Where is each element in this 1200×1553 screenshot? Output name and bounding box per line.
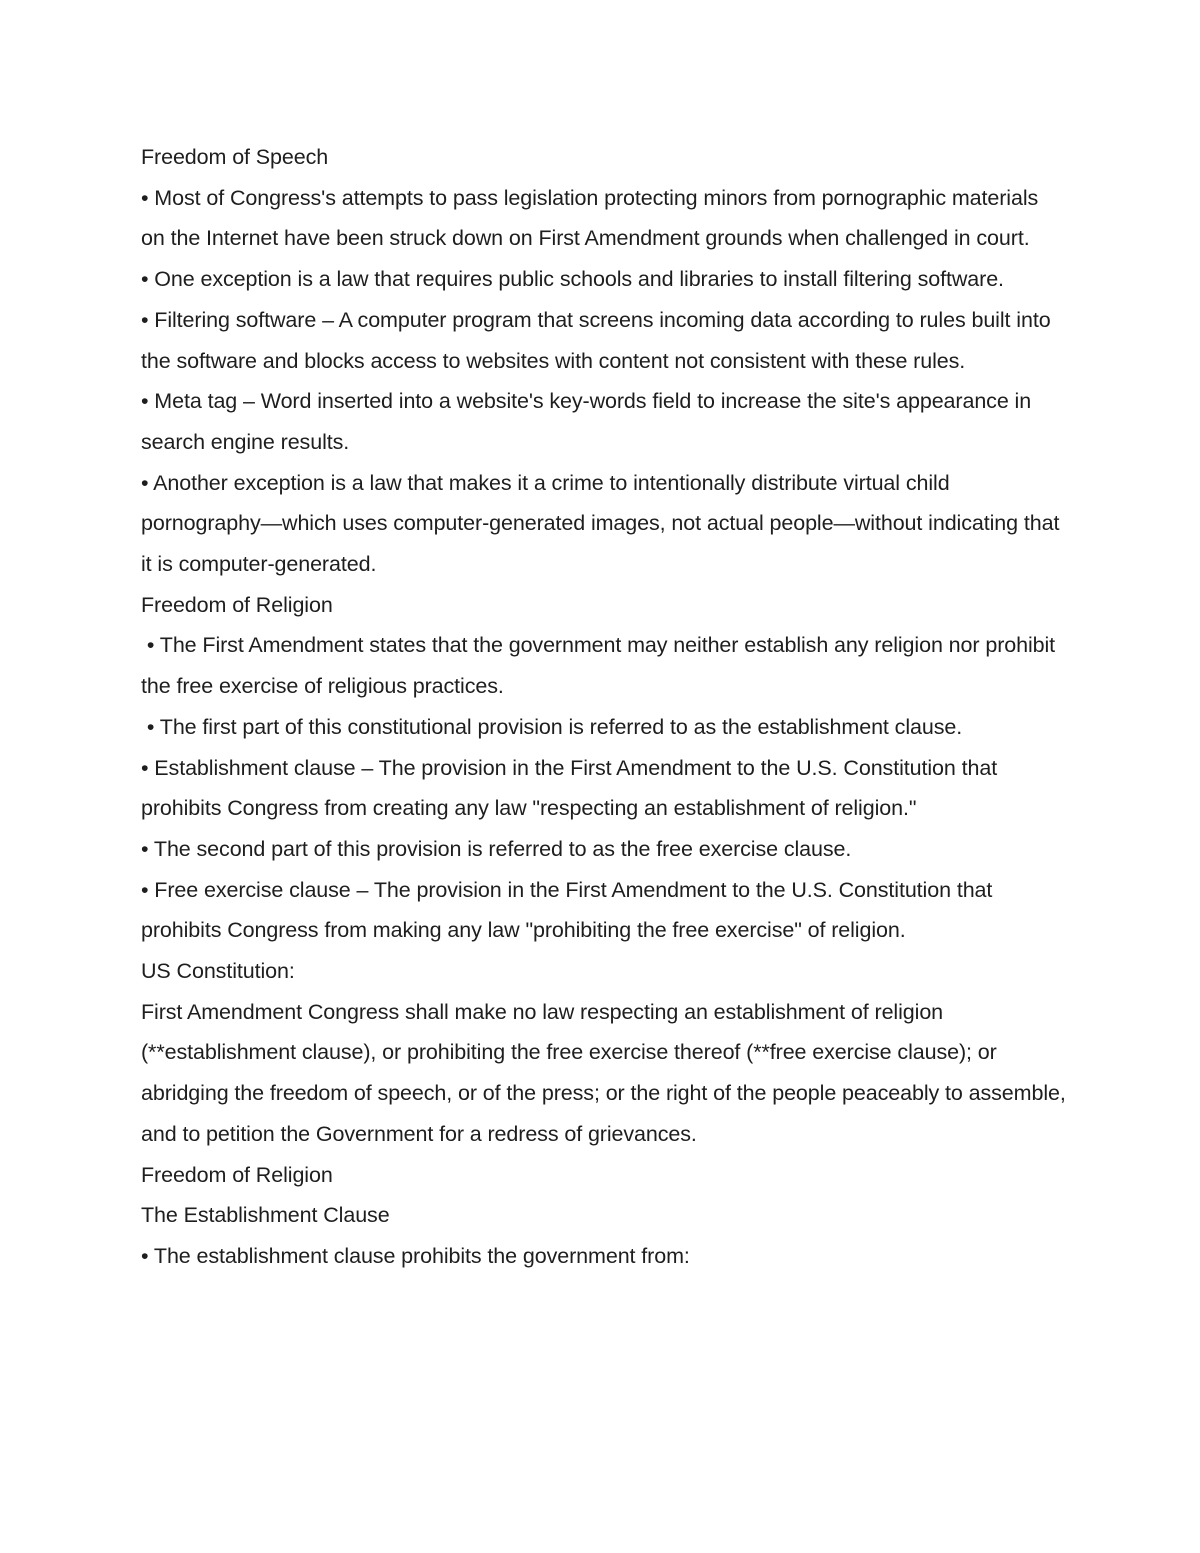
bullet-virtual-child-exception: • Another exception is a law that makes it a crime to intentionally distribute virtual child pornography—which uses computer-generated images, not actual people—without indicating that it is computer-generated. [141,470,1066,577]
section-heading-freedom-of-speech: Freedom of Speech [141,145,329,169]
bullet-second-part-free-exercise: • The second part of this provision is referred to as the free exercise clause. [141,836,852,861]
section-heading-freedom-of-religion: Freedom of Religion [141,592,333,617]
bullet-establishment-prohibits: • The establishment clause prohibits the government from: [141,1243,690,1268]
document-body [141,137,1072,1277]
bullet-first-part-establishment: • The first part of this constitutional provision is referred to as the establishment clause. [141,714,963,739]
subheading-establishment-clause: The Establishment Clause [141,1203,390,1228]
first-amendment-text: First Amendment Congress shall make no law respecting an establishment of religion (**establishment clause), or prohibiting the free exercise thereof (**free exercise clause); or abridging the freedom of speech, or of the press; or the right of the people peaceably to assemble, and to petition the Government for a redress of grievances. [141,999,1072,1146]
bullet-filtering-exception: • One exception is a law that requires public schools and libraries to install filtering software. [141,267,1004,292]
section-heading-freedom-of-religion-2: Freedom of Religion [141,1162,333,1187]
bullet-first-amendment-states: • The First Amendment states that the government may neither establish any religion nor prohibit the free exercise of religious practices. [141,633,1061,699]
bullet-congress-attempts: • Most of Congress's attempts to pass legislation protecting minors from pornographic materials on the Internet have been struck down on First Amendment grounds when challenged in court. [141,185,1045,251]
bullet-free-exercise-clause-definition: • Free exercise clause – The provision in the First Amendment to the U.S. Constitution that prohibits Congress from making any law "prohibiting the free exercise" of religion. [141,877,999,943]
bullet-filtering-software-definition: • Filtering software – A computer program that screens incoming data according to rules built into the software and blocks access to websites with content not consistent with these rules. [141,307,1057,373]
bullet-meta-tag-definition: • Meta tag – Word inserted into a website's key-words field to increase the site's appearance in search engine results. [141,389,1037,454]
section-heading-us-constitution: US Constitution: [141,959,295,984]
bullet-establishment-clause-definition: • Establishment clause – The provision in the First Amendment to the U.S. Constitution that prohibits Congress from creating any law "respecting an establishment of religion." [141,755,1003,821]
